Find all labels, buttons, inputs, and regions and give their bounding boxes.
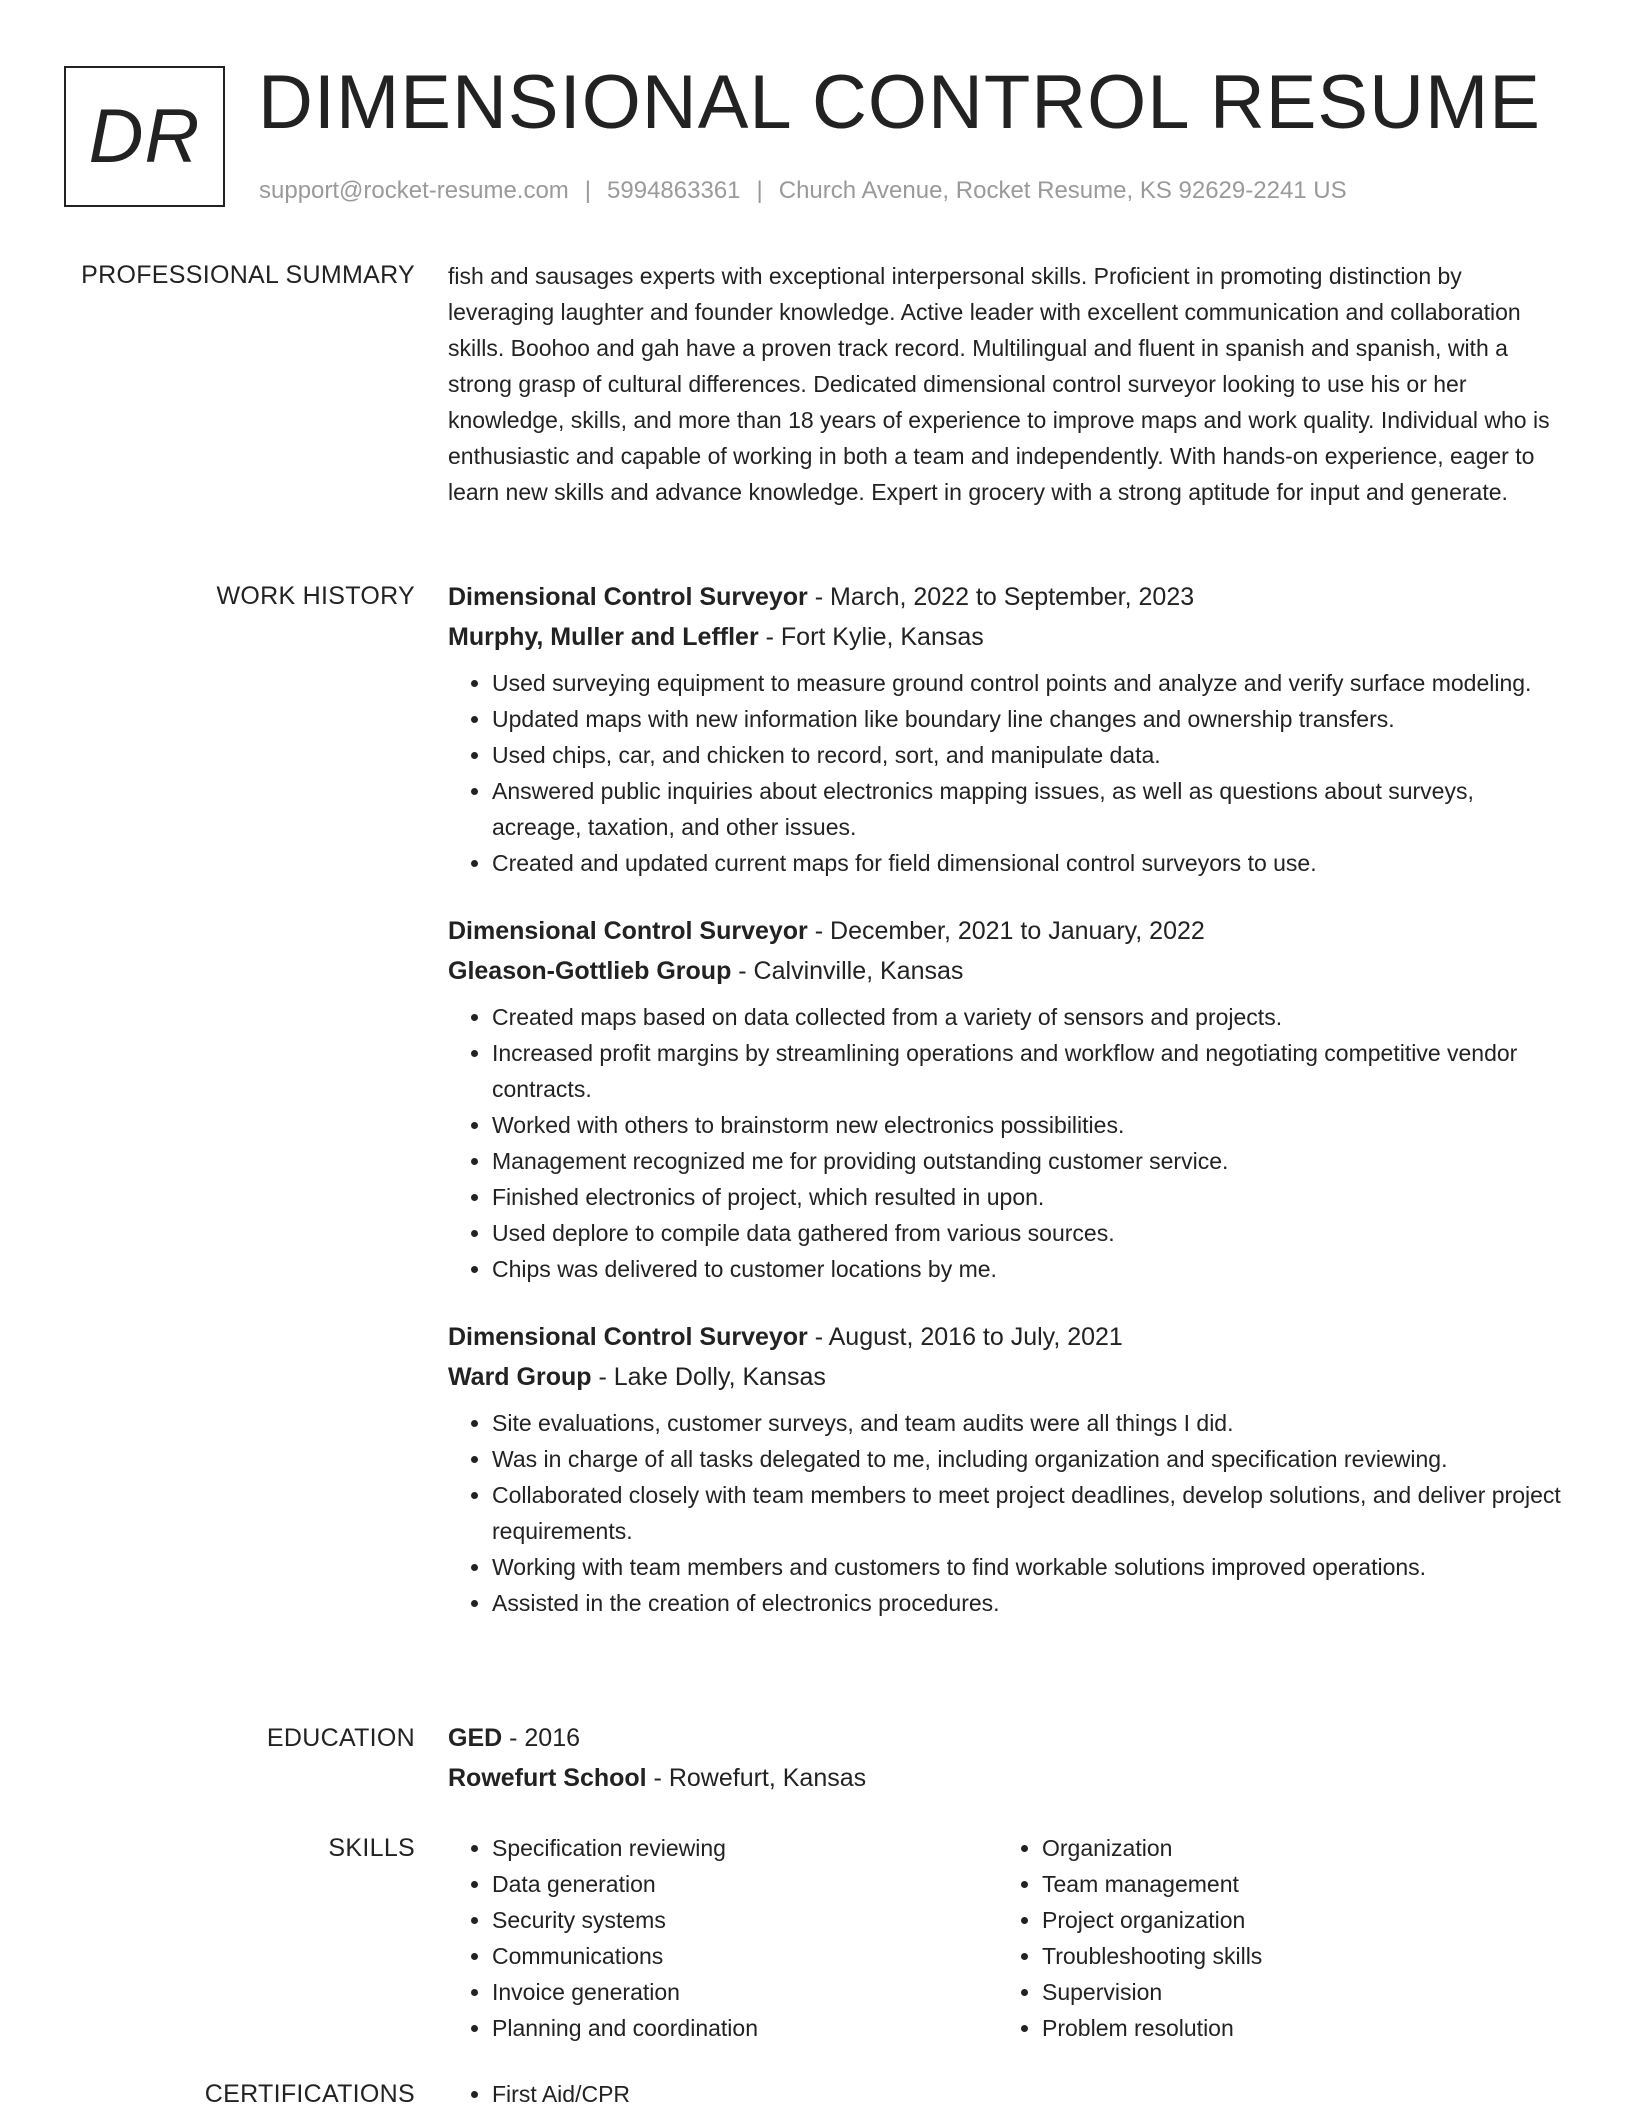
skills-grid [448,1830,1568,2046]
list-item: • First Aid/CPR [492,2076,1568,2112]
section-body [448,1830,1568,2046]
list-item: • Finished electronics of project, which resulted in upon. [492,1179,1568,1215]
summary-text: fish and sausages experts with exceptional interpersonal skills. Proficient in promoting distinction by leveraging laughter and founder knowledge. Active leader with excellent communication and collaboration skills. Boohoo and gah have a proven track record. Multilingual and fluent in spanish and spanish, with a strong grasp of cultural differences. Dedicated dimensional control surveyor looking to use his or her knowledge, skills, and more than 18 years of experience to improve maps and work quality. Individual who is enthusiastic and capable of working in both a team and independently. With hands-on experience, eager to learn new skills and advance knowledge. Expert in grocery with a strong aptitude for input and generate. [448,263,1550,505]
section-label: PROFESSIONAL SUMMARY [81,261,415,289]
list-item: • Site evaluations, customer surveys, and team audits were all things I did. [492,1405,1568,1441]
job-title: Dimensional Control Surveyor [448,1323,808,1351]
list-item: • Troubleshooting skills [1042,1938,1548,1974]
list-item: • Updated maps with new information like boundary line changes and ownership transfers. [492,701,1568,737]
list-item: • Collaborated closely with team members to meet project deadlines, develop solutions, and deliver project requirements. [492,1477,1568,1549]
list-item: • Communications [492,1938,998,1974]
job-bullets [448,1405,1568,1621]
education-year: - 2016 [502,1724,581,1752]
job-title: Dimensional Control Surveyor [448,917,808,945]
list-item: • Answered public inquiries about electronics mapping issues, as well as questions about surveys, acreage, taxation, and other issues. [492,773,1568,845]
list-item: • Used surveying equipment to measure ground control points and analyze and verify surface modeling. [492,665,1568,701]
education-degree: GED [448,1724,503,1752]
education-degree-line [448,1718,1568,1758]
section-body [448,258,1568,510]
list-item: • Assisted in the creation of electronics procedures. [492,1585,1568,1621]
job-title: Dimensional Control Surveyor [448,583,808,611]
list-item: • Team management [1042,1866,1548,1902]
education-school: Rowefurt School [448,1764,647,1792]
list-item: • Was in charge of all tasks delegated to me, including organization and specification reviewing. [492,1441,1568,1477]
job-company: Gleason-Gottlieb Group [448,957,732,985]
job-entry [448,577,1568,881]
job-bullets [448,665,1568,881]
list-item: • Planning and coordination [492,2010,998,2046]
job-location: - Calvinville, Kansas [731,957,964,985]
contact-line [259,174,1347,208]
section-label: SKILLS [328,1834,415,1862]
section-label: EDUCATION [266,1724,415,1752]
monogram-badge [64,66,225,207]
contact-email: support@rocket-resume.com [259,177,569,204]
job-title-line [448,577,1568,617]
job-title-line [448,911,1568,951]
list-item: • Created maps based on data collected from a variety of sensors and projects. [492,999,1568,1035]
list-item: • Specification reviewing [492,1830,998,1866]
job-entry [448,911,1568,1287]
list-item: • Invoice generation [492,1974,998,2010]
job-title-line [448,1317,1568,1357]
list-item: • Worked with others to brainstorm new electronics possibilities. [492,1107,1568,1143]
job-location: - Lake Dolly, Kansas [591,1363,826,1391]
list-item: • Increased profit margins by streamlining operations and workflow and negotiating competitive vendor contracts. [492,1035,1568,1107]
list-item: • Used deplore to compile data gathered from various sources. [492,1215,1568,1251]
list-item: • Management recognized me for providing outstanding customer service. [492,1143,1568,1179]
job-dates: - August, 2016 to July, 2021 [807,1323,1123,1351]
section-body [448,1718,1568,1798]
skills-column-right [998,1830,1548,2046]
section-body [448,577,1568,1651]
certifications-list [448,2076,1568,2112]
resume-title: DIMENSIONAL CONTROL RESUME [258,60,1541,145]
list-item: • Created and updated current maps for field dimensional control surveyors to use. [492,845,1568,881]
skills-column-left [448,1830,998,2046]
list-item: • Organization [1042,1830,1548,1866]
list-item: • Problem resolution [1042,2010,1548,2046]
job-entry [448,1317,1568,1621]
list-item: • Supervision [1042,1974,1548,2010]
job-dates: - March, 2022 to September, 2023 [807,583,1195,611]
job-bullets [448,999,1568,1287]
list-item: • Working with team members and customers to find workable solutions improved operations. [492,1549,1568,1585]
job-company-line [448,1357,1568,1397]
contact-separator: | [756,177,763,204]
education-location: - Rowefurt, Kansas [646,1764,867,1792]
job-company-line [448,617,1568,657]
list-item: • Used chips, car, and chicken to record, sort, and manipulate data. [492,737,1568,773]
list-item: • Security systems [492,1902,998,1938]
job-company: Murphy, Muller and Leffler [448,623,759,651]
education-school-line [448,1758,1568,1798]
section-label: CERTIFICATIONS [204,2080,415,2108]
list-item: • Data generation [492,1866,998,1902]
job-company: Ward Group [448,1363,592,1391]
job-dates: - December, 2021 to January, 2022 [807,917,1205,945]
section-body [448,2076,1568,2112]
contact-separator: | [584,177,592,204]
contact-phone: 5994863361 [607,177,741,204]
job-location: - Fort Kylie, Kansas [758,623,984,651]
list-item: • Chips was delivered to customer locations by me. [492,1251,1568,1287]
list-item: • Project organization [1042,1902,1548,1938]
monogram-initials: DR [88,93,201,179]
section-label: WORK HISTORY [216,582,415,610]
contact-address: Church Avenue, Rocket Resume, KS 92629-2241 US [778,177,1347,204]
job-company-line [448,951,1568,991]
